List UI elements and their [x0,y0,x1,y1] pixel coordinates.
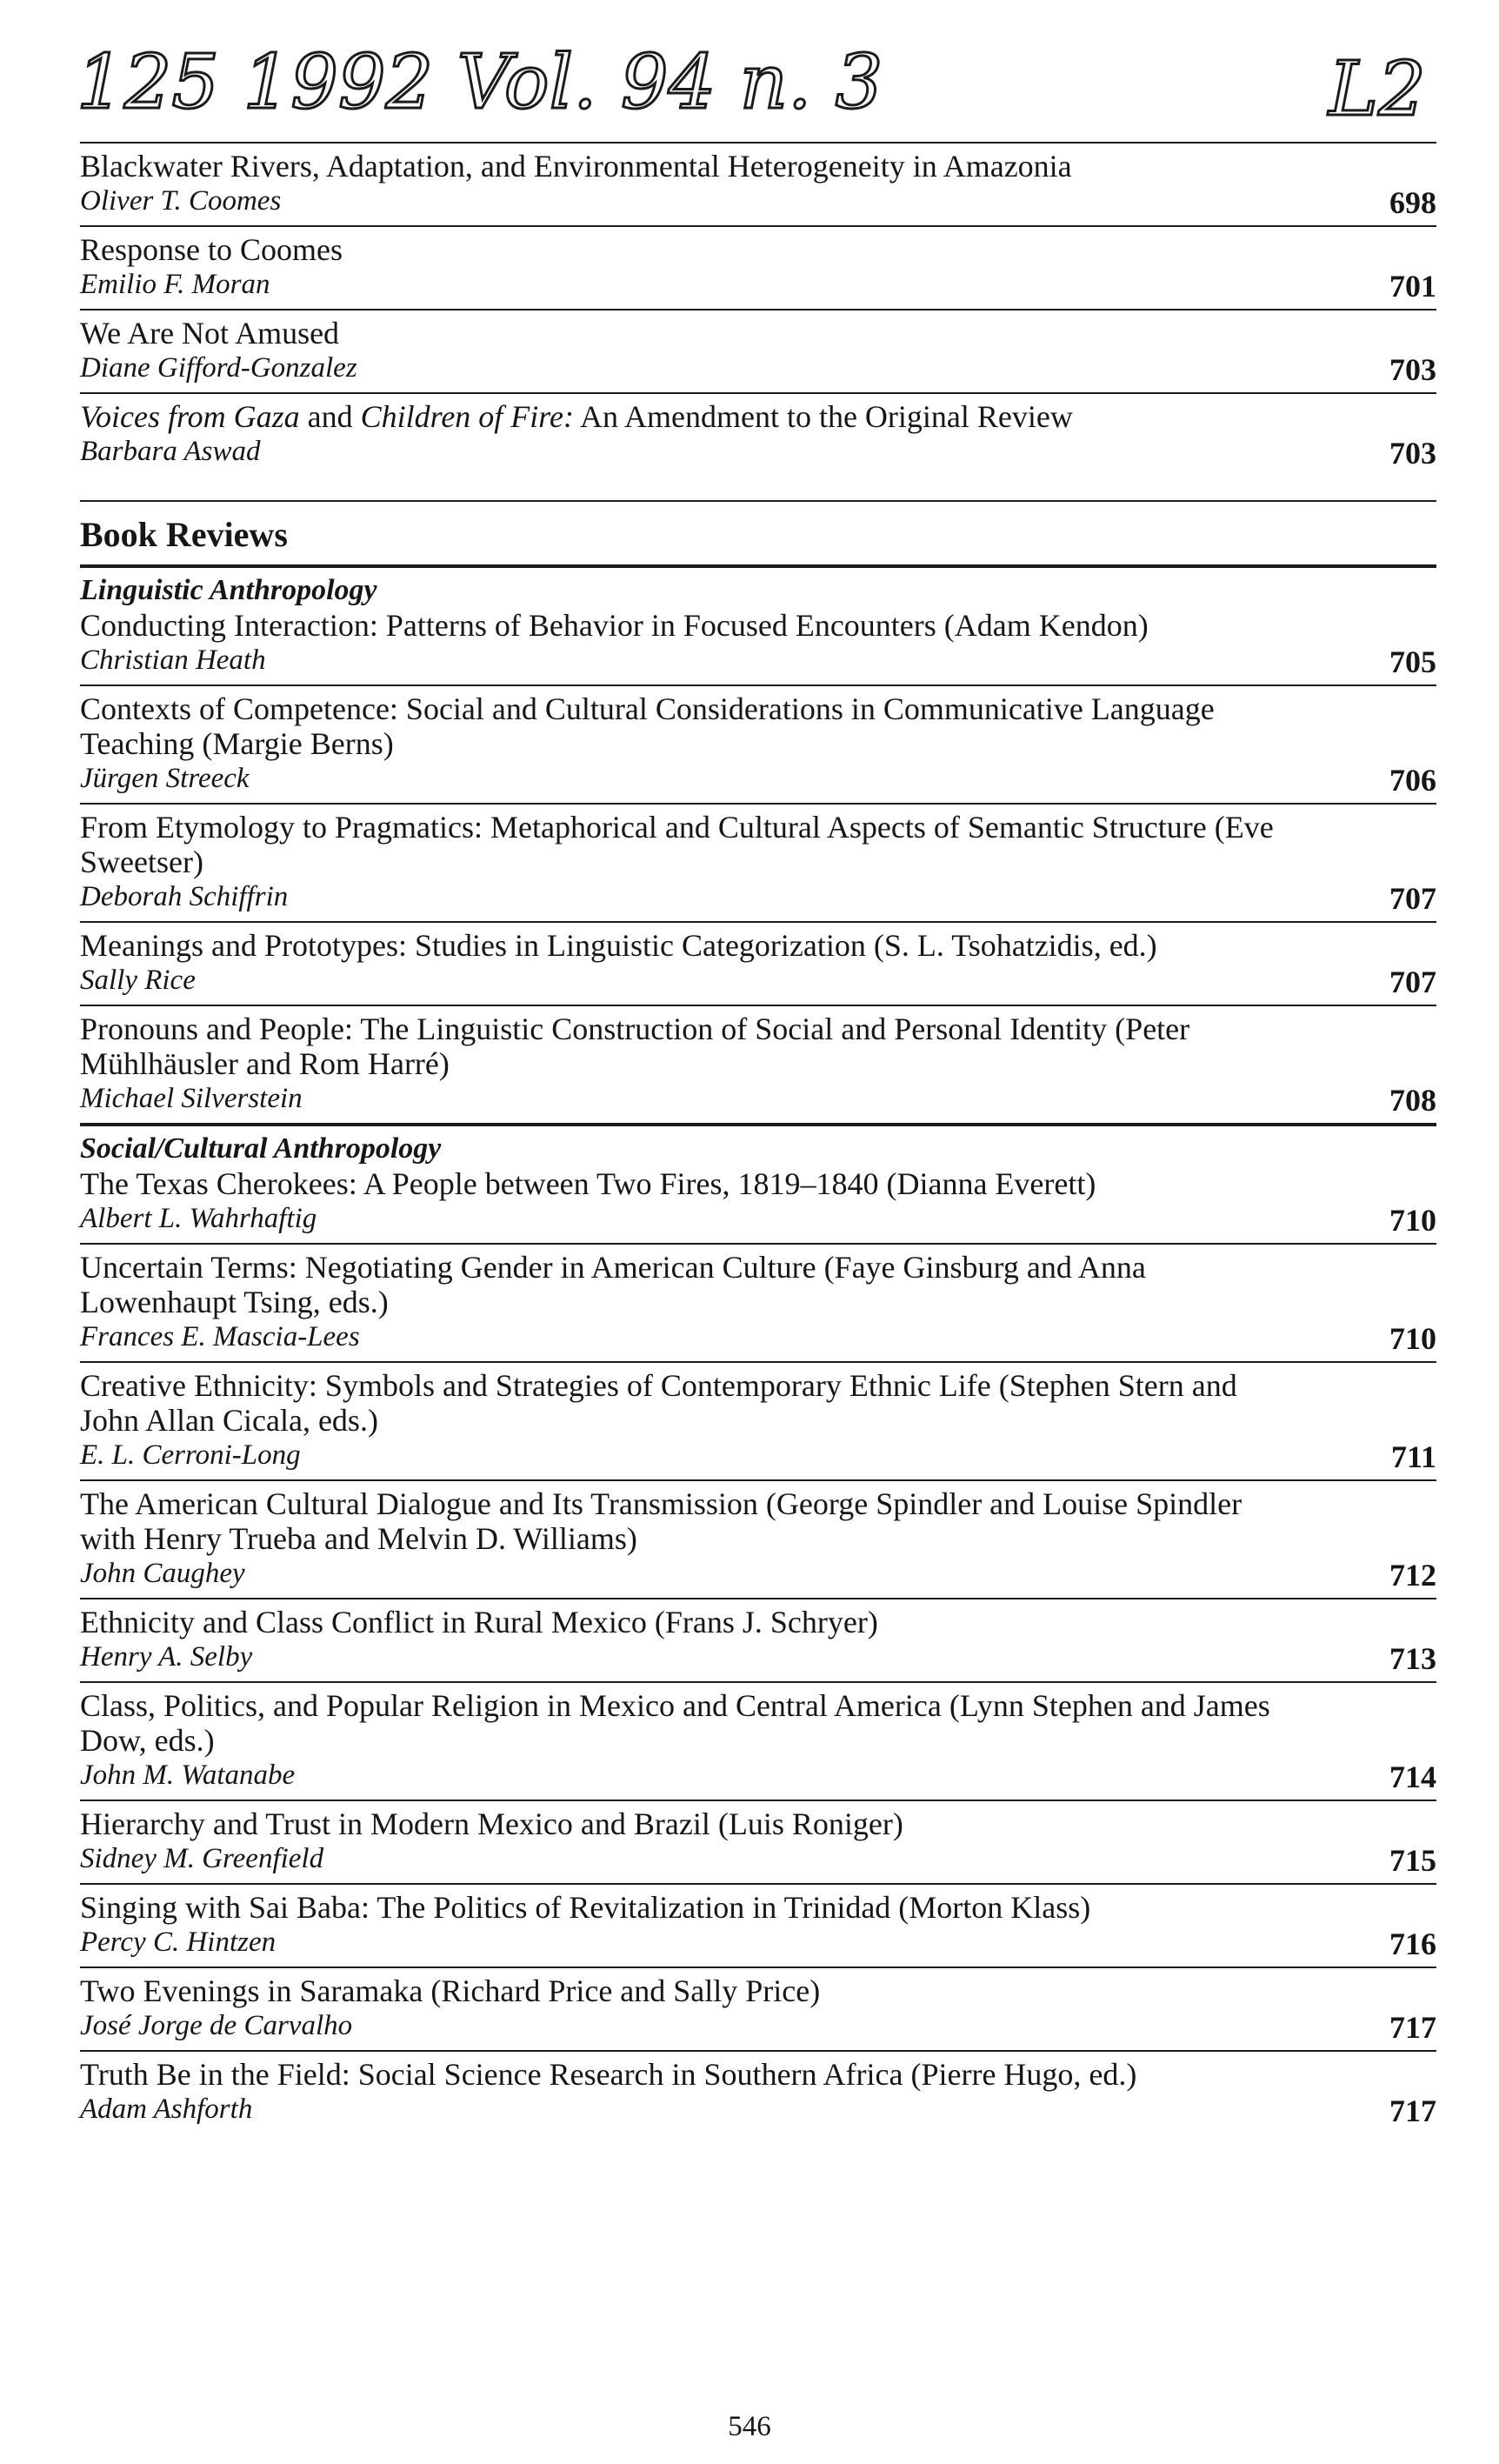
entry-page-number: 715 [1389,1843,1436,1878]
toc-entry[interactable] [80,1598,1436,1681]
entry-title: Pronouns and People: The Linguistic Construction of Social and Personal Identity (Peter Mühlhäusler and Rom Harré) [80,1012,1190,1081]
entry-title: Truth Be in the Field: Social Science Research in Southern Africa (Pierre Hugo, ed.) [80,2057,1137,2092]
toc-entry[interactable] [80,1681,1436,1800]
entry-page-number: 710 [1389,1203,1436,1238]
handwritten-volume-note: 125 1992 Vol. 94 n. 3 [77,39,883,126]
section-divider [80,1123,1436,1126]
entry-author: Barbara Aswad [80,436,261,467]
table-of-contents [80,142,1436,2133]
entry-author: José Jorge de Carvalho [80,2010,353,2041]
section-divider [80,564,1436,568]
entry-title: Uncertain Terms: Negotiating Gender in American Culture (Faye Ginsburg and Anna Lowenhaupt Tsing, eds.) [80,1250,1146,1319]
entry-author: John Caughey [80,1558,245,1589]
entry-title-text: An Amendment to the Original Review [573,399,1073,434]
entry-author: E. L. Cerroni-Long [80,1439,301,1471]
entry-page-number: 712 [1389,1558,1436,1593]
toc-entry[interactable] [80,684,1436,803]
entry-author: Henry A. Selby [80,1641,253,1673]
entry-title: Creative Ethnicity: Symbols and Strategies of Contemporary Ethnic Life (Stephen Stern and John Allan Cicala, eds.) [80,1368,1237,1438]
entry-title: We Are Not Amused [80,316,340,351]
entry-title: Contexts of Competence: Social and Cultural Considerations in Communicative Language Teaching (Margie Berns) [80,691,1215,761]
entry-title: The Texas Cherokees: A People between Two Fires, 1819–1840 (Dianna Everett) [80,1166,1096,1201]
toc-entry[interactable] [80,1005,1436,1123]
subsection-heading-linguistic: Linguistic Anthropology [80,574,377,606]
entry-title: Conducting Interaction: Patterns of Behavior in Focused Encounters (Adam Kendon) [80,608,1149,643]
toc-entry[interactable] [80,1883,1436,1967]
entry-page-number: 703 [1389,436,1436,471]
entry-title: Two Evenings in Saramaka (Richard Price and Sally Price) [80,1973,821,2008]
entry-author: Christian Heath [80,644,266,676]
entry-author: Adam Ashforth [80,2093,253,2125]
entry-title-italic-work: Children of Fire: [360,399,574,434]
toc-entry[interactable] [80,309,1436,392]
entry-title-text: and [299,399,361,434]
entry-title: Response to Coomes [80,232,343,267]
toc-entry[interactable] [80,225,1436,309]
section-heading-book-reviews: Book Reviews [80,500,1436,564]
entry-title: Hierarchy and Trust in Modern Mexico and Brazil (Luis Roniger) [80,1806,903,1841]
toc-entry[interactable] [80,803,1436,921]
entry-author: Diane Gifford-Gonzalez [80,352,357,384]
subsection-heading-social-cultural: Social/Cultural Anthropology [80,1132,442,1165]
entry-page-number: 710 [1389,1321,1436,1356]
entry-author: Emilio F. Moran [80,269,270,300]
toc-entry[interactable] [80,2050,1436,2133]
entry-title: Class, Politics, and Popular Religion in Mexico and Central America (Lynn Stephen and James Dow, eds.) [80,1688,1270,1758]
toc-entry[interactable] [80,1361,1436,1479]
entry-page-number: 703 [1389,352,1436,387]
toc-entry[interactable] [80,1243,1436,1361]
entry-page-number: 698 [1389,185,1436,220]
entry-page-number: 714 [1389,1760,1436,1794]
entry-page-number: 708 [1389,1083,1436,1118]
toc-entry[interactable] [80,1166,1436,1243]
toc-entry[interactable] [80,1479,1436,1598]
toc-entry[interactable] [80,608,1436,684]
entry-author: Michael Silverstein [80,1083,303,1114]
entry-author: Albert L. Wahrhaftig [80,1203,317,1234]
entry-page-number: 716 [1389,1926,1436,1961]
entry-page-number: 705 [1389,644,1436,679]
entry-title: From Etymology to Pragmatics: Metaphorical and Cultural Aspects of Semantic Structure (Eve Sweetser) [80,810,1274,879]
entry-title [80,399,1436,434]
handwritten-annotation [77,35,1433,130]
entry-title: Blackwater Rivers, Adaptation, and Environmental Heterogeneity in Amazonia [80,149,1072,184]
toc-entry[interactable] [80,1967,1436,2050]
entry-author: Percy C. Hintzen [80,1926,276,1958]
entry-page-number: 706 [1389,763,1436,798]
entry-author: Oliver T. Coomes [80,185,282,217]
handwritten-code: L2 [1329,46,1426,130]
entry-page-number: 713 [1389,1641,1436,1676]
entry-title: Singing with Sai Baba: The Politics of Revitalization in Trinidad (Morton Klass) [80,1890,1091,1925]
entry-page-number: 711 [1390,1439,1436,1474]
entry-author: Frances E. Mascia-Lees [80,1321,360,1352]
toc-entry[interactable] [80,921,1436,1005]
entry-author: Deborah Schiffrin [80,881,289,912]
entry-page-number: 701 [1389,269,1436,304]
entry-author: Jürgen Streeck [80,763,250,794]
toc-entry[interactable] [80,392,1436,476]
entry-page-number: 707 [1389,965,1436,999]
entry-author: John M. Watanabe [80,1760,296,1791]
entry-author: Sally Rice [80,965,196,996]
entry-page-number: 717 [1389,2093,1436,2128]
entry-title: Ethnicity and Class Conflict in Rural Mexico (Frans J. Schryer) [80,1605,878,1639]
entry-page-number: 707 [1389,881,1436,916]
entry-title: Meanings and Prototypes: Studies in Linguistic Categorization (S. L. Tsohatzidis, ed.) [80,928,1157,963]
entry-author: Sidney M. Greenfield [80,1843,324,1874]
entry-title-italic-work: Voices from Gaza [80,399,300,434]
toc-entry[interactable] [80,1800,1436,1883]
page-number: 546 [728,2411,771,2442]
entry-page-number: 717 [1389,2010,1436,2045]
toc-entry[interactable] [80,142,1436,225]
entry-title: The American Cultural Dialogue and Its Transmission (George Spindler and Louise Spindler with Henry Trueba and Melvin D. Williams) [80,1486,1243,1556]
